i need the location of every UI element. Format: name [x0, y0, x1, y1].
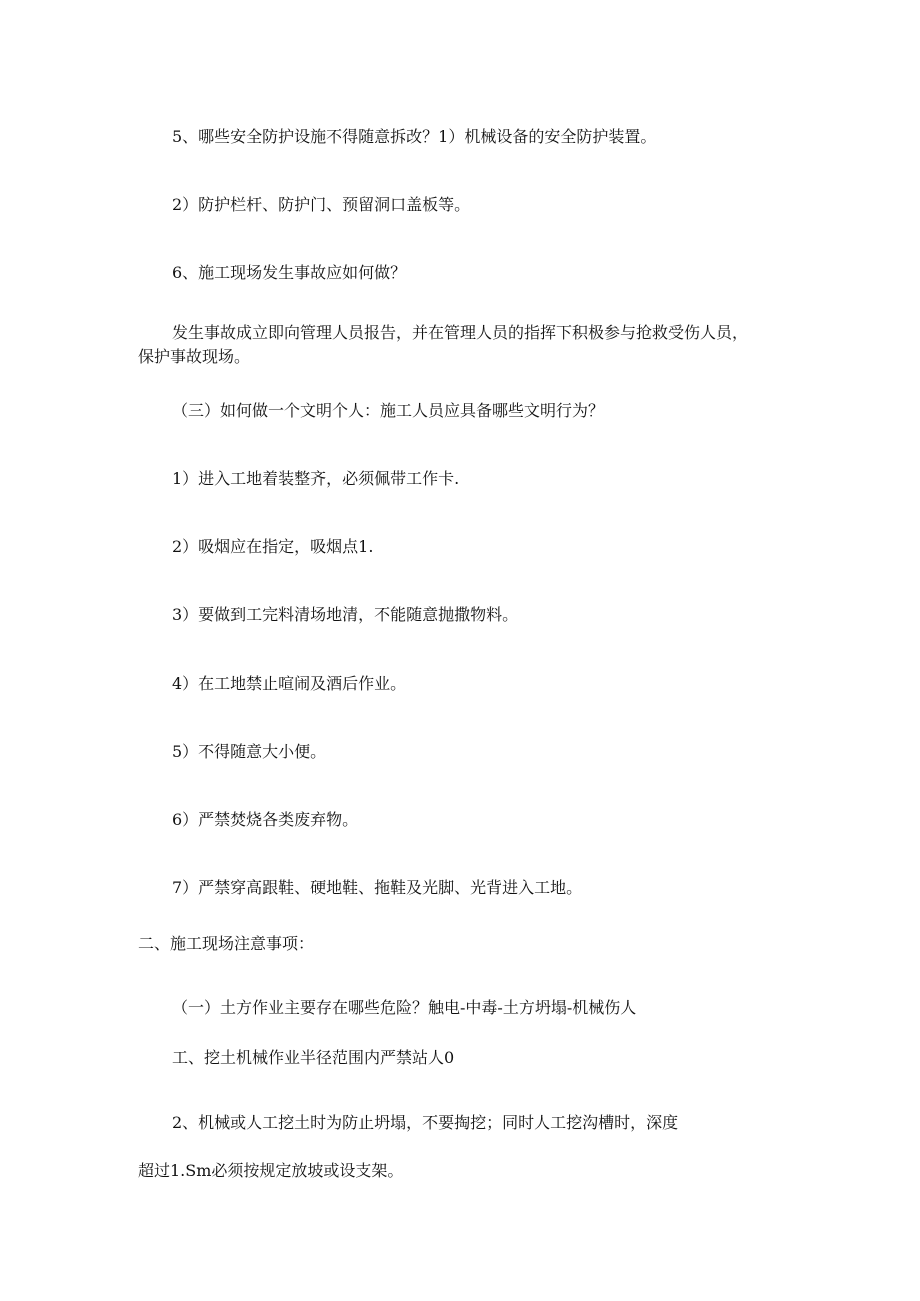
conduct-item-4: 4）在工地禁止喧闹及酒后作业。: [172, 674, 407, 693]
conduct-item-6: 6）严禁焚烧各类废弃物。: [172, 810, 359, 829]
q5-text: 5、哪些安全防护设施不得随意拆改？1）机械设备的安全防护装置。: [172, 127, 657, 146]
section-3-heading: （三）如何做一个文明个人：施工人员应具备哪些文明行为？: [172, 401, 605, 420]
earthwork-heading: （一）土方作业主要存在哪些危险？触电-中毒-土方坍塌-机械伤人: [172, 998, 637, 1017]
q6-answer-line-1: 发生事故成立即向管理人员报告，并在管理人员的指挥下积极参与抢救受伤人员，: [172, 323, 749, 342]
q6-heading: 6、施工现场发生事故应如何做？: [172, 263, 407, 282]
conduct-item-5: 5）不得随意大小便。: [172, 742, 327, 761]
earthwork-item-1: 工、挖土机械作业半径范围内严禁站人0: [172, 1048, 455, 1067]
conduct-item-1: 1）进入工地着装整齐，必须佩带工作卡.: [172, 469, 460, 488]
conduct-item-2: 2）吸烟应在指定，吸烟点1.: [172, 537, 374, 556]
conduct-item-3: 3）要做到工完料清场地清，不能随意抛撒物料。: [172, 605, 519, 624]
earthwork-item-2-line-1: 2、机械或人工挖土时为防止坍塌，不要掏挖；同时人工挖沟槽时，深度: [172, 1113, 679, 1132]
conduct-item-7: 7）严禁穿高跟鞋、硬地鞋、拖鞋及光脚、光背进入工地。: [172, 878, 583, 897]
earthwork-item-2-line-2: 超过1.Sm必须按规定放坡或设支架。: [138, 1161, 404, 1180]
q5-item-2: 2）防护栏杆、防护门、预留洞口盖板等。: [172, 195, 471, 214]
section-2-heading: 二、施工现场注意事项：: [138, 934, 315, 953]
q6-answer-line-2: 保护事故现场。: [138, 347, 251, 366]
